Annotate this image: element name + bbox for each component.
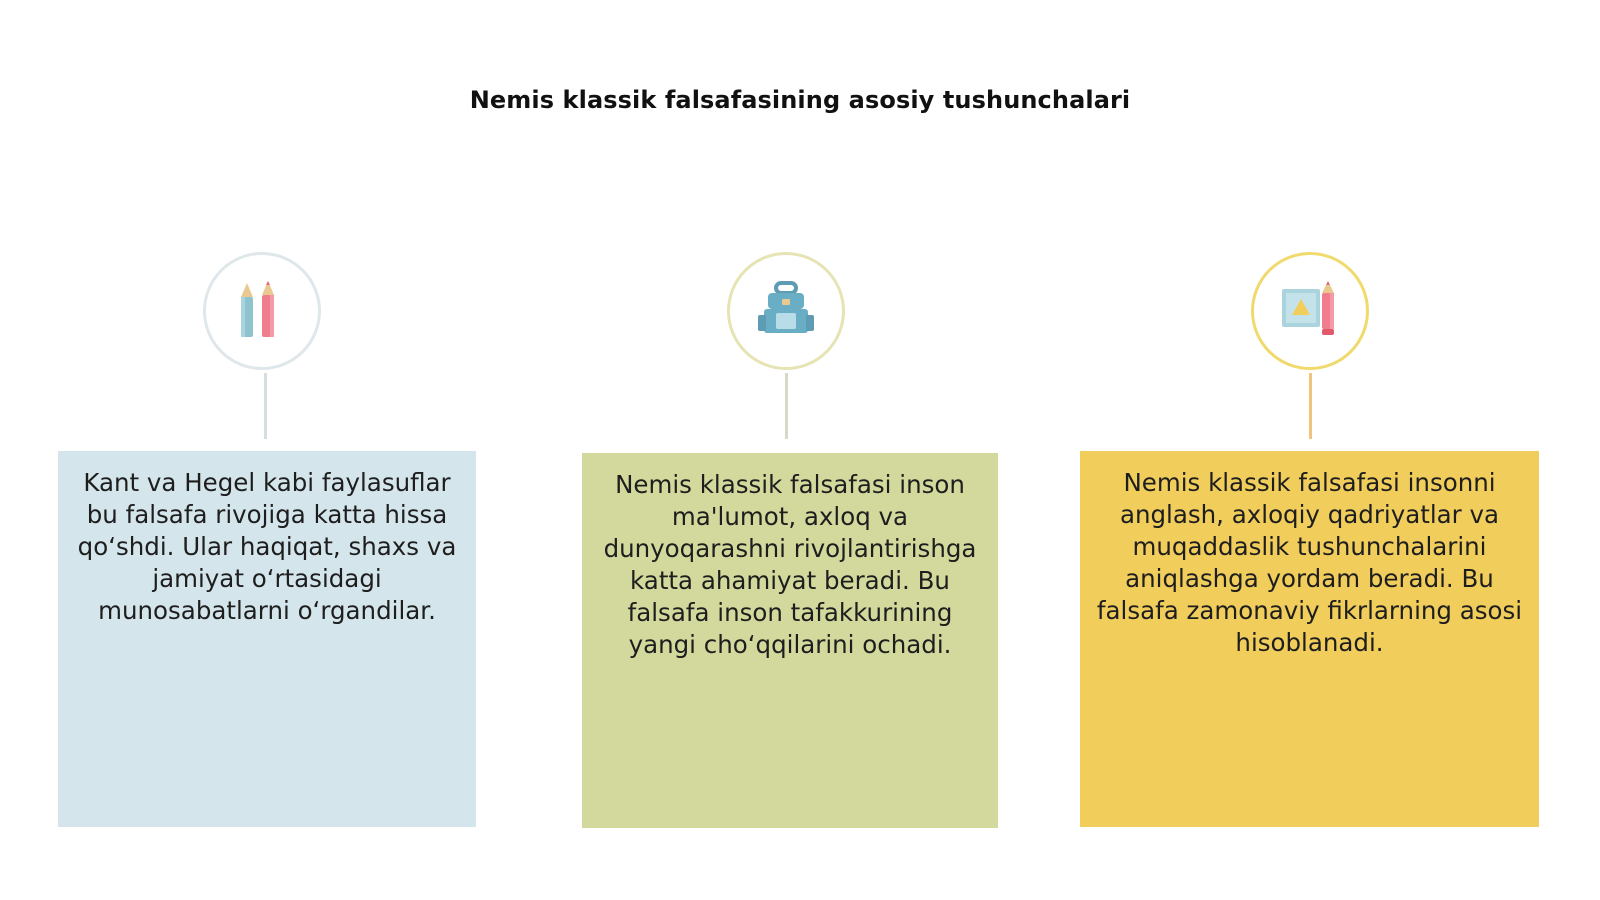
icon-circle-3: [1251, 252, 1369, 370]
concept-card-3: [1080, 451, 1539, 827]
icon-circle-1: [203, 252, 321, 370]
pencils-icon: [234, 277, 290, 345]
backpack-icon: [754, 277, 818, 345]
page-title: Nemis klassik falsafasining asosiy tushunchalari: [469, 86, 1131, 114]
icon-circle-2: [727, 252, 845, 370]
connector-line-2: [785, 373, 788, 439]
drawing-icon: [1278, 277, 1342, 345]
concept-card-2-text: Nemis klassik falsafasi inson ma'lumot, axloq va dunyoqarashni rivojlantirishga katta ahamiyat beradi. Bu falsafa inson tafakkurining yangi cho‘qqilarini ochadi.: [603, 470, 977, 659]
connector-line-3: [1309, 373, 1312, 439]
concept-card-2: [582, 453, 998, 828]
concept-card-1-text: Kant va Hegel kabi faylasuflar bu falsafa rivojiga katta hissa qo‘shdi. Ular haqiqat, shaxs va jamiyat o‘rtasidagi munosabatlarni o‘rgandilar.: [77, 468, 457, 625]
concept-card-3-text: Nemis klassik falsafasi insonni anglash, axloqiy qadriyatlar va muqaddaslik tushunchalarini aniqlashga yordam beradi. Bu falsafa zamonaviy fikrlarning asosi hisoblanadi.: [1096, 468, 1523, 657]
concept-card-1: [58, 451, 476, 827]
connector-line-1: [264, 373, 267, 439]
